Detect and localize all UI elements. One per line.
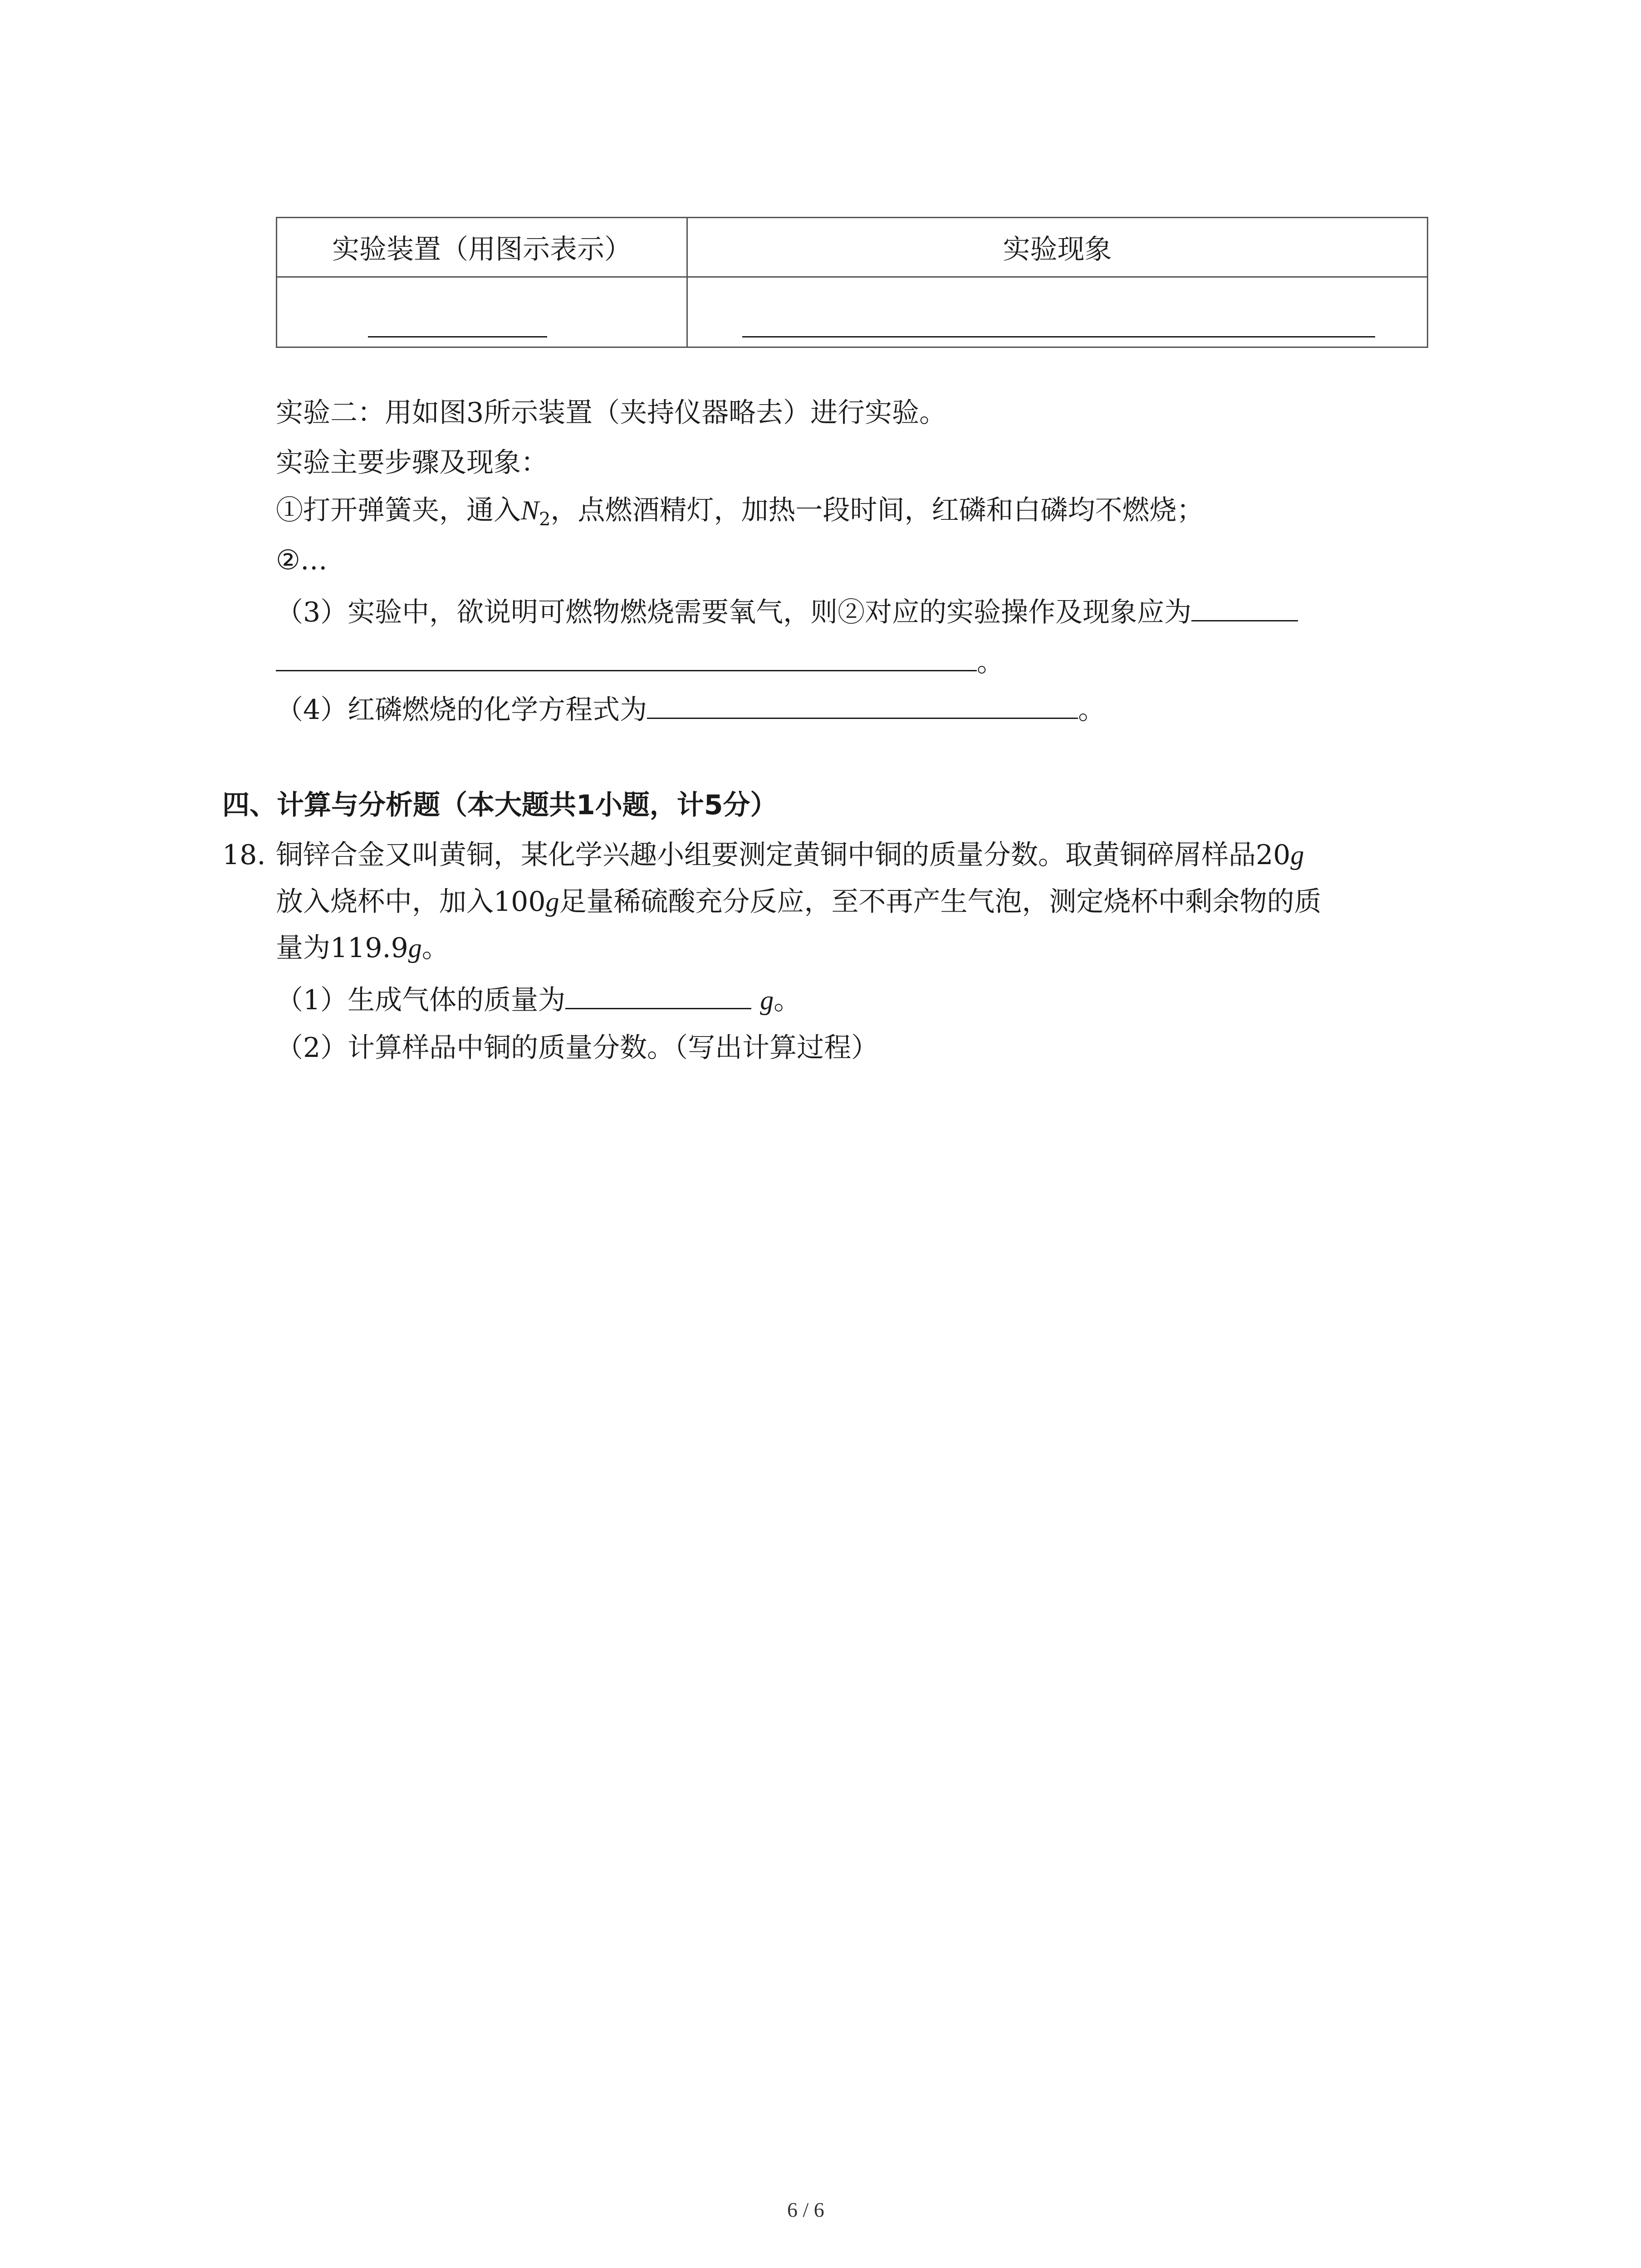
table-header-phenomenon: 实验现象 [687, 218, 1428, 277]
step-1: ①打开弹簧夹，通入$N_2$，点燃酒精灯，加热一段时间，红磷和白磷均不燃烧； [276, 494, 1204, 530]
answer-blank [742, 336, 1375, 337]
steps-title: 实验主要步骤及现象： [276, 447, 548, 479]
table-cell-apparatus-answer[interactable] [277, 277, 687, 347]
page-number: 6 / 6 [787, 2198, 824, 2221]
answer-blank[interactable] [565, 982, 751, 1009]
section-heading: 四、计算与分析题（本大题共1小题，计5分） [222, 789, 778, 821]
question-18-sub-2: （2）计算样品中铜的质量分数。（写出计算过程） [276, 1032, 879, 1064]
question-4: （4）红磷燃烧的化学方程式为 。 [276, 692, 1105, 728]
answer-blank[interactable] [1191, 595, 1298, 621]
answer-blank[interactable] [647, 692, 1078, 719]
table-cell-phenomenon-answer[interactable] [687, 277, 1428, 347]
question-18-line-3: 量为119.9g。 [276, 932, 449, 964]
table-header-apparatus: 实验装置（用图示表示） [277, 218, 687, 277]
question-18-sub-1: （1）生成气体的质量为 g。 [276, 982, 801, 1018]
answer-blank[interactable] [276, 645, 977, 671]
step-2: ②… [276, 544, 328, 576]
answer-blank [368, 336, 547, 337]
question-18-line-1: 铜锌合金又叫黄铜，某化学兴趣小组要测定黄铜中铜的质量分数。取黄铜碎屑样品20g [276, 839, 1304, 871]
experiment2-intro: 实验二：用如图3所示装置（夹持仪器略去）进行实验。 [276, 397, 947, 429]
question-3: （3）实验中，欲说明可燃物燃烧需要氧气，则②对应的实验操作及现象应为 [276, 594, 1298, 631]
question-18-line-2: 放入烧杯中，加入100g足量稀硫酸充分反应，至不再产生气泡，测定烧杯中剩余物的质 [276, 886, 1322, 918]
experiment-table [276, 217, 1428, 348]
question-18-number: 18. [222, 839, 266, 871]
question-3-continued: 。 [276, 644, 1004, 680]
